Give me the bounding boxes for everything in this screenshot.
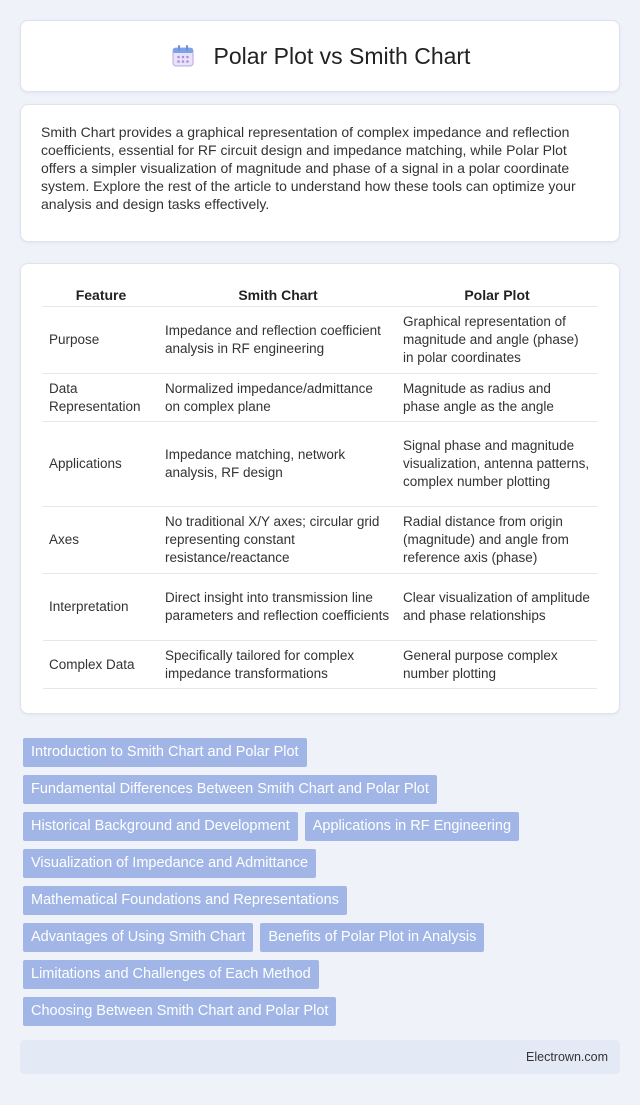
intro-text: Smith Chart provides a graphical representation of complex impedance and reflection coefficients, essential for RF circuit design and impedance matching, while Polar Plot offers a simpler visualization of magnitude and phase of a signal in a polar coordinate system. Explore the rest of the article to understand how these tools can optimize your analysis and design tasks effectively.: [41, 124, 576, 212]
topic-tag-smith-advantages[interactable]: Advantages of Using Smith Chart: [23, 923, 253, 952]
topic-tags: [20, 735, 620, 1031]
table-row: [43, 307, 597, 374]
footer-brand[interactable]: Electrown.com: [526, 1050, 608, 1064]
title-card: [20, 20, 620, 92]
comparison-table-card: [20, 263, 620, 714]
table-cell: Normalized impedance/admittance on complex plane: [159, 374, 397, 422]
topic-tag-limitations[interactable]: Limitations and Challenges of Each Method: [23, 960, 319, 989]
table-cell: Magnitude as radius and phase angle as the angle: [397, 374, 597, 422]
table-cell: Radial distance from origin (magnitude) and angle from reference axis (phase): [397, 507, 597, 574]
table-cell: No traditional X/Y axes; circular grid representing constant resistance/reactance: [159, 507, 397, 574]
calendar-icon: [170, 43, 196, 69]
table-cell: Interpretation: [43, 574, 159, 641]
table-cell: Specifically tailored for complex impedance transformations: [159, 641, 397, 689]
topic-tag-rf-applications[interactable]: Applications in RF Engineering: [305, 812, 519, 841]
table-cell: Clear visualization of amplitude and phase relationships: [397, 574, 597, 641]
topic-tag-visualization[interactable]: Visualization of Impedance and Admittance: [23, 849, 316, 878]
table-cell: Graphical representation of magnitude and angle (phase) in polar coordinates: [397, 307, 597, 374]
table-row: [43, 422, 597, 507]
topic-tag-fundamental-differences[interactable]: Fundamental Differences Between Smith Chart and Polar Plot: [23, 775, 437, 804]
column-header-smith-chart: Smith Chart: [159, 284, 397, 307]
footer: [20, 1040, 620, 1074]
topic-tag-polar-benefits[interactable]: Benefits of Polar Plot in Analysis: [260, 923, 484, 952]
table-cell: Impedance matching, network analysis, RF design: [159, 422, 397, 507]
table-row: [43, 374, 597, 422]
topic-tag-introduction[interactable]: Introduction to Smith Chart and Polar Plot: [23, 738, 307, 767]
topic-tag-choosing[interactable]: Choosing Between Smith Chart and Polar Plot: [23, 997, 336, 1026]
table-cell: General purpose complex number plotting: [397, 641, 597, 689]
page-title: Polar Plot vs Smith Chart: [213, 42, 471, 69]
table-cell: Complex Data: [43, 641, 159, 689]
topic-tag-historical-background[interactable]: Historical Background and Development: [23, 812, 298, 841]
table-header-row: [43, 284, 597, 307]
table-row: [43, 507, 597, 574]
table-cell: Data Representation: [43, 374, 159, 422]
column-header-feature: Feature: [43, 284, 159, 307]
comparison-table: [43, 284, 597, 689]
table-cell: Signal phase and magnitude visualization, antenna patterns, complex number plotting: [397, 422, 597, 507]
table-row: [43, 641, 597, 689]
table-cell: Purpose: [43, 307, 159, 374]
table-row: [43, 574, 597, 641]
table-cell: Axes: [43, 507, 159, 574]
topic-tag-mathematical-foundations[interactable]: Mathematical Foundations and Representations: [23, 886, 347, 915]
table-cell: Applications: [43, 422, 159, 507]
column-header-polar-plot: Polar Plot: [397, 284, 597, 307]
table-cell: Direct insight into transmission line parameters and reflection coefficients: [159, 574, 397, 641]
intro-card: [20, 104, 620, 242]
table-cell: Impedance and reflection coefficient analysis in RF engineering: [159, 307, 397, 374]
